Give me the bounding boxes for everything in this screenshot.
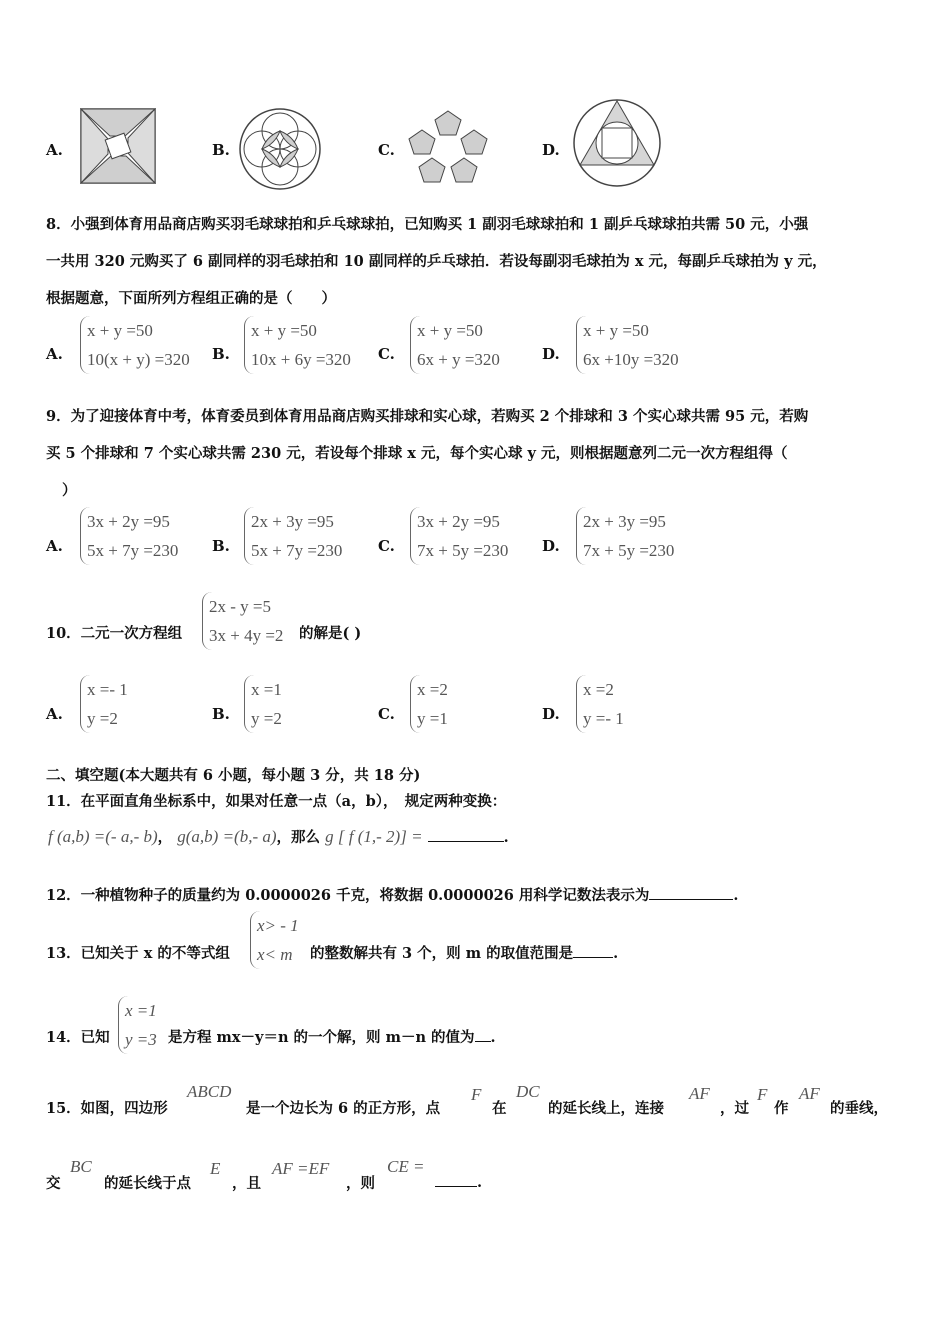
q11-then: ，那么	[276, 829, 321, 846]
q10-option-c-eq1: x =2	[417, 680, 448, 699]
q15-m7: BC	[70, 1157, 92, 1176]
q8-option-a-eq1: x + y =50	[87, 321, 153, 340]
q9-option-d-eq2: 7x + 5y =230	[583, 541, 675, 560]
q11-f-def: f (a,b) =(- a,- b)	[48, 827, 158, 846]
q15-m1: ABCD	[187, 1082, 232, 1101]
q15-m4: AF	[689, 1084, 710, 1103]
q10-option-c-system	[410, 675, 448, 733]
q9-option-b-eq1: 2x + 3y =95	[251, 512, 334, 531]
q11-line-1: 11．在平面直角坐标系中，如果对任意一点（a，b）， 规定两种变换：	[46, 793, 507, 810]
q8-option-a-label: A.	[46, 345, 63, 363]
q10-option-b-eq1: x =1	[251, 680, 282, 699]
q8-option-d-eq1: x + y =50	[583, 321, 649, 340]
q8-option-c-eq1: x + y =50	[417, 321, 483, 340]
q9-option-d-eq1: 2x + 3y =95	[583, 512, 666, 531]
q7-option-a-label: A.	[46, 141, 63, 159]
q15-p11: ，则	[346, 1175, 375, 1192]
q8-option-a-system	[80, 316, 190, 374]
q9-option-a-eq1: 3x + 2y =95	[87, 512, 170, 531]
q8-line-2: 一共用 320 元购买了 6 副同样的羽毛球拍和 10 副同样的乒乓球拍．若设每副羽毛球拍为 x 元，每副乒乓球拍为 y 元，	[46, 253, 827, 270]
q15-m2: F	[471, 1085, 482, 1104]
q13-suffix-line	[310, 942, 618, 963]
q10-option-a-eq1: x =- 1	[87, 680, 128, 699]
q9-line-3: ）	[62, 482, 77, 499]
q8-option-b-label: B.	[212, 345, 230, 363]
q15-p10: ，且	[232, 1175, 261, 1192]
section-2-title: 二、填空题(本大题共有 6 小题，每小题 3 分，共 18 分)	[46, 767, 421, 784]
q15-m9: AF =EF	[272, 1159, 330, 1178]
q10-option-d-system	[576, 675, 624, 733]
q9-option-d-label: D.	[542, 537, 560, 555]
q14-suffix-line	[168, 1026, 496, 1047]
q10-option-d-eq2: y =- 1	[583, 709, 624, 728]
q8-line-3: 根据题意，下面所列方程组正确的是（ ）	[46, 290, 336, 307]
q8-option-b-system	[244, 316, 351, 374]
q9-option-b-system	[244, 507, 342, 565]
q15-m3: DC	[516, 1082, 540, 1101]
q11-line-2	[48, 826, 509, 847]
q8-option-b-eq2: 10x + 6y =320	[251, 350, 351, 369]
q8-option-c-system	[410, 316, 500, 374]
q15-answer-blank[interactable]	[435, 1172, 477, 1187]
q14-eq1: x =1	[125, 1001, 157, 1020]
q10-eq1: 2x - y =5	[209, 597, 271, 616]
q8-option-b-eq1: x + y =50	[251, 321, 317, 340]
q15-answer-line	[435, 1172, 482, 1191]
q8-option-c-label: C.	[378, 345, 395, 363]
q15-end: .	[477, 1174, 483, 1191]
q15-m6: AF	[799, 1084, 820, 1103]
q8-line-1: 8．小强到体育用品商店购买羽毛球球拍和乒乓球球拍，已知购买 1 副羽毛球球拍和 1 副乒乓球球拍共需 50 元，小强	[46, 216, 809, 233]
q11-end: .	[503, 829, 509, 846]
q15-p6: 作	[774, 1100, 789, 1117]
q10-system	[202, 592, 283, 650]
q9-option-b-eq2: 5x + 7y =230	[251, 541, 343, 560]
q8-option-d-label: D.	[542, 345, 560, 363]
q13-system	[250, 911, 299, 969]
q9-line-1: 9．为了迎接体育中考，体育委员到体育用品商店购买排球和实心球，若购买 2 个排球和 3 个实心球共需 95 元，若购	[46, 408, 809, 425]
q13-end: .	[613, 945, 619, 962]
q10-option-d-eq1: x =2	[583, 680, 614, 699]
q8-option-a-eq2: 10(x + y) =320	[87, 350, 190, 369]
q8-option-d-system	[576, 316, 679, 374]
q10-option-c-label: C.	[378, 705, 395, 723]
square-pinwheel-figure	[80, 108, 156, 184]
q11-answer-blank[interactable]	[428, 827, 504, 842]
q15-m8: E	[210, 1159, 221, 1178]
q15-p1: 15．如图，四边形	[46, 1100, 168, 1117]
q12-end: .	[733, 887, 739, 904]
q15-p2: 是一个边长为 6 的正方形，点	[246, 1100, 441, 1117]
q10-option-b-eq2: y =2	[251, 709, 282, 728]
q12-text: 12．一种植物种子的质量约为 0.0000026 千克，将数据 0.0000026 用科学记数法表示为	[46, 887, 650, 904]
q7-option-b-label: B.	[212, 141, 230, 159]
q9-option-d-system	[576, 507, 674, 565]
q14-suffix: 是方程 mx－y＝n 的一个解，则 m－n 的值为	[168, 1029, 475, 1046]
q15-p4: 的延长线上，连接	[548, 1100, 664, 1117]
q13-prefix: 13．已知关于 x 的不等式组	[46, 945, 230, 962]
q15-p3: 在	[492, 1100, 507, 1117]
q14-prefix: 14．已知	[46, 1029, 110, 1046]
q10-option-c-eq2: y =1	[417, 709, 448, 728]
q10-suffix: 的解是( )	[299, 625, 362, 642]
q9-option-a-system	[80, 507, 178, 565]
q15-m5: F	[757, 1085, 768, 1104]
q8-option-c-eq2: 6x + y =320	[417, 350, 500, 369]
q15-p9: 的延长线于点	[104, 1175, 191, 1192]
q12-line	[46, 884, 738, 905]
q10-prefix: 10．二元一次方程组	[46, 625, 183, 642]
q8-option-d-eq2: 6x +10y =320	[583, 350, 679, 369]
q15-p7: 的垂线，	[830, 1100, 888, 1117]
q11-expr: g [ f (1,- 2)] =	[325, 827, 423, 846]
q9-option-c-label: C.	[378, 537, 395, 555]
q9-option-c-eq1: 3x + 2y =95	[417, 512, 500, 531]
q11-g-def: g(a,b) =(b,- a)	[177, 827, 277, 846]
q7-option-d-label: D.	[542, 141, 560, 159]
q14-system	[118, 996, 157, 1054]
q15-p5: ，过	[720, 1100, 749, 1117]
q10-option-d-label: D.	[542, 705, 560, 723]
q13-eq2: x< m	[257, 945, 293, 964]
q10-option-b-label: B.	[212, 705, 230, 723]
q10-option-a-eq2: y =2	[87, 709, 118, 728]
circle-four-petal-figure	[238, 107, 322, 191]
q9-option-b-label: B.	[212, 537, 230, 555]
q9-line-2: 买 5 个排球和 7 个实心球共需 230 元，若设每个排球 x 元，每个实心球 y 元，则根据题意列二元一次方程组得（	[46, 445, 788, 462]
q15-m10: CE =	[387, 1157, 425, 1176]
q9-option-c-system	[410, 507, 508, 565]
q10-eq2: 3x + 4y =2	[209, 626, 284, 645]
q10-option-a-label: A.	[46, 705, 63, 723]
q13-suffix: 的整数解共有 3 个，则 m 的取值范围是	[310, 945, 574, 962]
five-pentagons-figure	[406, 108, 490, 186]
q13-answer-blank[interactable]	[573, 943, 613, 958]
q12-answer-blank[interactable]	[649, 885, 733, 900]
q13-eq1: x> - 1	[257, 916, 299, 935]
q14-eq2: y =3	[125, 1030, 157, 1049]
q14-end: .	[490, 1029, 496, 1046]
circle-triangle-square-figure	[572, 98, 662, 188]
q15-p8: 交	[46, 1175, 61, 1192]
q10-option-a-system	[80, 675, 128, 733]
q9-option-c-eq2: 7x + 5y =230	[417, 541, 509, 560]
q11-sep: ，	[157, 829, 173, 846]
q10-option-b-system	[244, 675, 282, 733]
q9-option-a-eq2: 5x + 7y =230	[87, 541, 179, 560]
q9-option-a-label: A.	[46, 537, 63, 555]
q14-answer-blank[interactable]	[475, 1027, 491, 1042]
q7-option-c-label: C.	[378, 141, 395, 159]
